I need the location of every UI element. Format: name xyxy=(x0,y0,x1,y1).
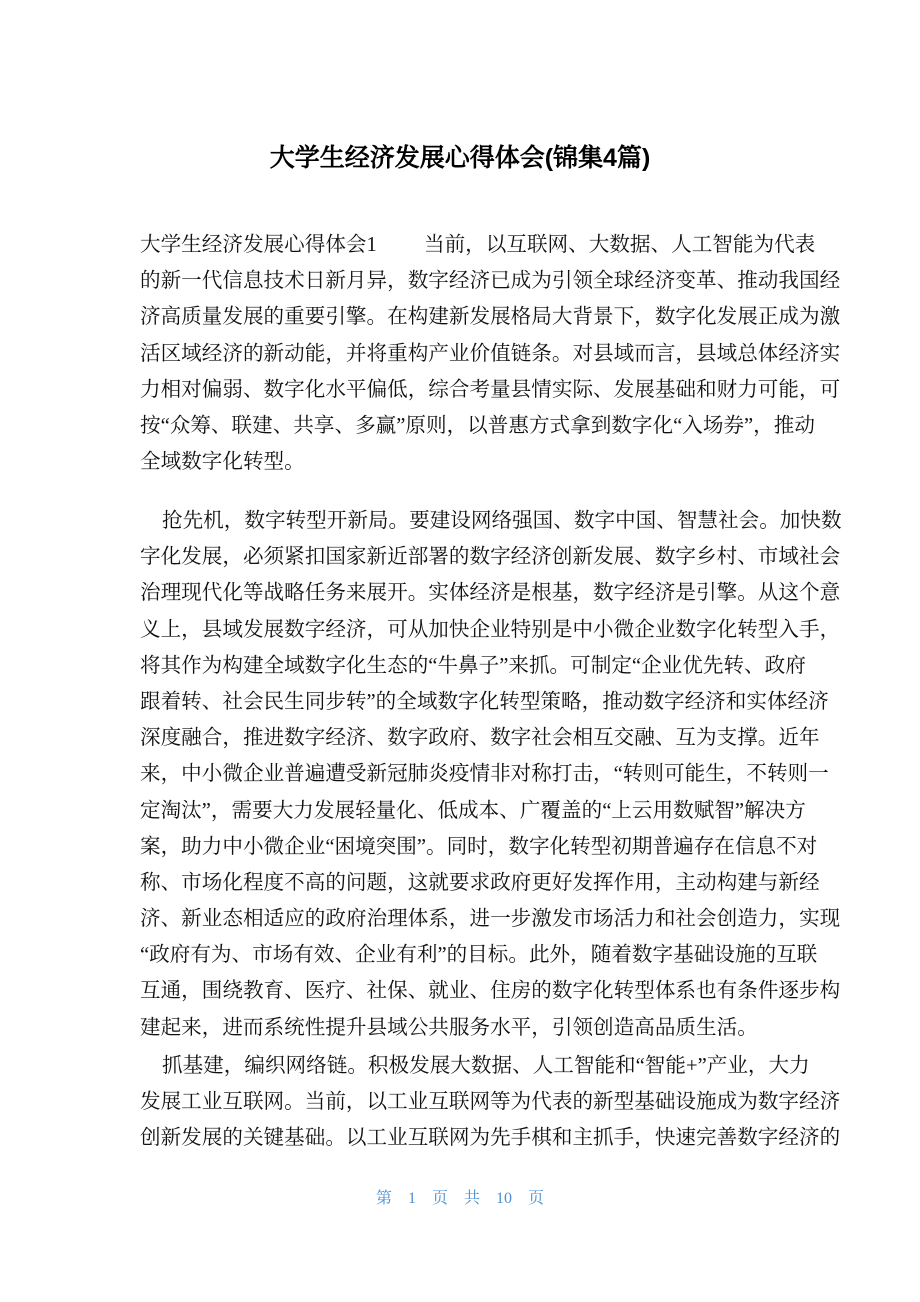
text-line: 深度融合，推进数字经济、数字政府、数字社会相互交融、互为支撑。近年 xyxy=(140,727,820,750)
text-line: 定淘汰”，需要大力发展轻量化、低成本、广覆盖的“上云用数赋智”解决方 xyxy=(140,799,806,822)
text-line: 济、新业态相适应的政府治理体系，进一步激发市场活力和社会创造力，实现 xyxy=(140,908,841,931)
paragraph-1 xyxy=(140,227,841,480)
text-line: 抓基建，编织网络链。积极发展大数据、人工智能和“智能+”产业，大力 xyxy=(162,1055,810,1077)
text-line: 建起来，进而系统性提升县域公共服务水平，引领创造高品质生活。 xyxy=(140,1016,758,1039)
text-line: 将其作为构建全域数字化生态的“牛鼻子”来抓。可制定“企业优先转、政府 xyxy=(140,654,806,677)
text-line: 跟着转、社会民生同步转”的全域数字化转型策略，推动数字经济和实体经济 xyxy=(140,690,829,713)
text-line: “政府有为、市场有效、企业有利”的目标。此外，随着数字基础设施的互联 xyxy=(140,944,818,967)
text-line: 义上，县域发展数字经济，可从加快企业特别是中小微企业数字化转型入手， xyxy=(140,618,841,641)
text-line: 力相对偏弱、数字化水平偏低，综合考量县情实际、发展基础和财力可能，可 xyxy=(140,378,841,401)
text-line: 创新发展的关键基础。以工业互联网为先手棋和主抓手，快速完善数字经济的 xyxy=(140,1127,841,1150)
text-line: 治理现代化等战略任务来展开。实体经济是根基，数字经济是引擎。从这个意 xyxy=(140,582,841,605)
text-line: 的新一代信息技术日新月异，数字经济已成为引领全球经济变革、推动我国经 xyxy=(140,270,841,293)
text-line: 济高质量发展的重要引擎。在构建新发展格局大背景下，数字化发展正成为激 xyxy=(140,306,841,329)
total-pages: 10 xyxy=(496,1190,513,1207)
total-label: 共 xyxy=(464,1190,481,1207)
text-line xyxy=(140,227,816,263)
paragraph-2 xyxy=(140,503,842,1046)
text-line: 全域数字化转型。 xyxy=(140,451,305,474)
total-unit: 页 xyxy=(528,1190,545,1207)
text-line-content: 当前，以互联网、大数据、人工智能为代表 xyxy=(424,234,816,256)
page-unit: 页 xyxy=(431,1190,448,1207)
section-heading: 大学生经济发展心得体会1 xyxy=(140,234,377,256)
page-label: 第 xyxy=(375,1190,392,1207)
paragraph-3 xyxy=(140,1048,841,1157)
text-line: 活区域经济的新动能，并将重构产业价值链条。对县域而言，县域总体经济实 xyxy=(140,342,841,365)
text-line: 发展工业互联网。当前，以工业互联网等为代表的新型基础设施成为数字经济 xyxy=(140,1091,841,1114)
text-line: 按“众筹、联建、共享、多赢”原则，以普惠方式拿到数字化“入场券”，推动 xyxy=(140,414,815,437)
page-footer xyxy=(0,1185,920,1208)
text-line: 抢先机，数字转型开新局。要建设网络强国、数字中国、智慧社会。加快数 xyxy=(162,510,842,532)
text-line: 互通，围绕教育、医疗、社保、就业、住房的数字化转型体系也有条件逐步构 xyxy=(140,980,841,1003)
page-number: 1 xyxy=(407,1190,416,1207)
text-line: 称、市场化程度不高的问题，这就要求政府更好发挥作用，主动构建与新经 xyxy=(140,871,820,894)
text-line: 案，助力中小微企业“困境突围”。同时，数字化转型初期普遍存在信息不对 xyxy=(140,835,818,858)
text-line: 来，中小微企业普遍遭受新冠肺炎疫情非对称打击，“转则可能生，不转则一 xyxy=(140,763,829,786)
text-line: 字化发展，必须紧扣国家新近部署的数字经济创新发展、数字乡村、市域社会 xyxy=(140,546,841,569)
document-title: 大学生经济发展心得体会(锦集4篇) xyxy=(269,144,651,172)
